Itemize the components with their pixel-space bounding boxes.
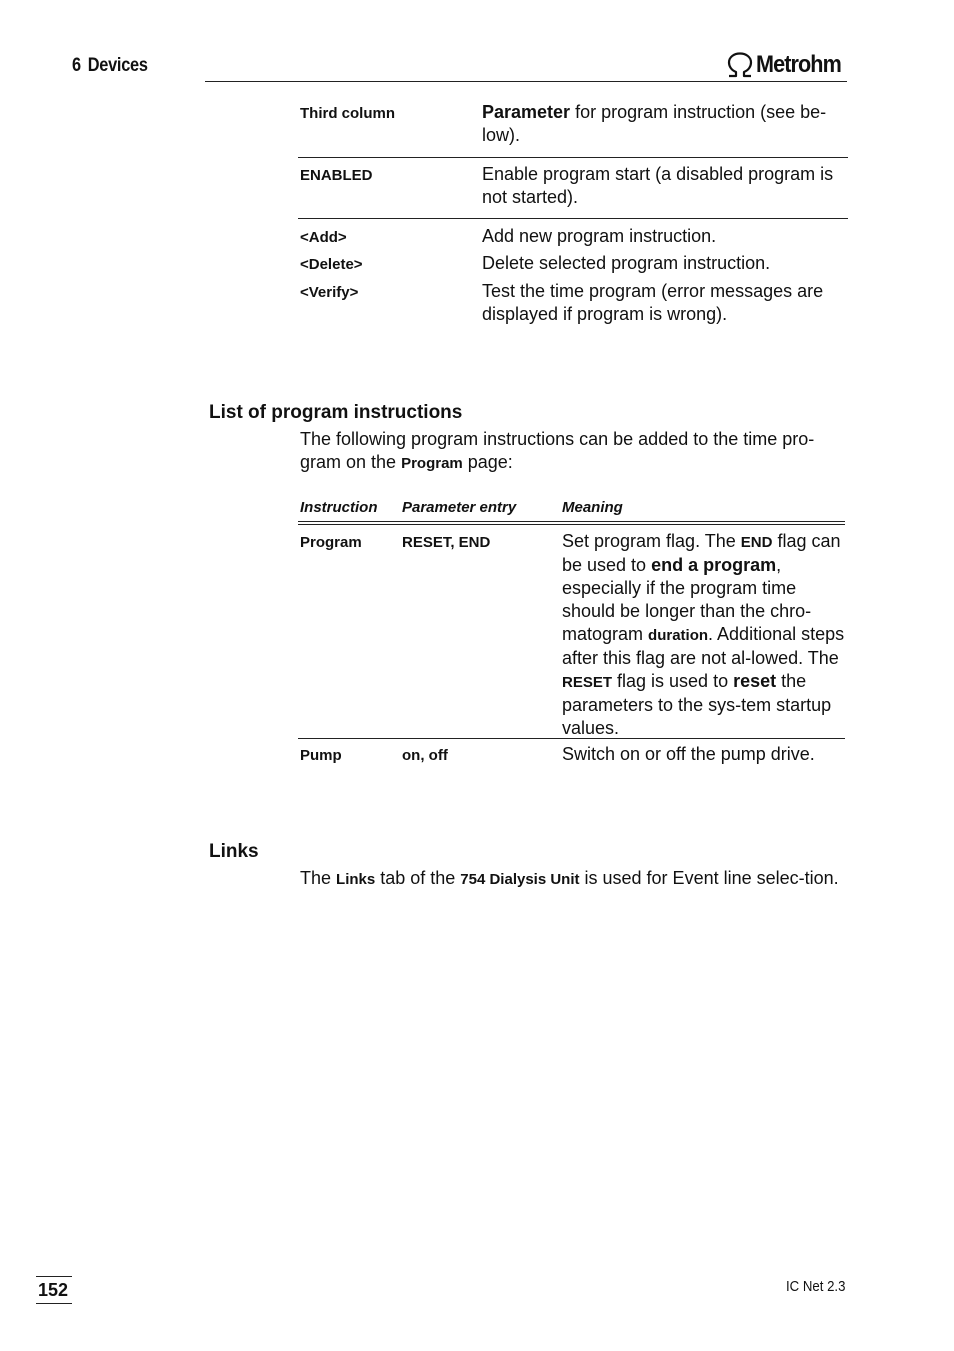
- cell-parameter-program: RESET, END: [402, 534, 491, 551]
- reset-flag: RESET: [562, 674, 613, 691]
- term-enabled: ENABLED: [300, 167, 373, 184]
- emphasis-end-program: end a program: [651, 555, 777, 575]
- term-third-column: Third column: [300, 105, 395, 122]
- term-add: <Add>: [300, 229, 347, 246]
- brand-name: Metrohm: [756, 51, 841, 78]
- term-verify: <Verify>: [300, 284, 359, 301]
- intro-text: The following program instructions can be added to the time pro-gram on the: [300, 429, 815, 472]
- section-heading-instructions: List of program instructions: [209, 402, 463, 423]
- links-paragraph: [300, 867, 845, 891]
- meaning-text: flag can be used to: [562, 531, 841, 575]
- table-header-rule: [298, 521, 845, 525]
- end-flag: END: [740, 534, 773, 551]
- desc-delete: Delete selected program instruction.: [482, 253, 771, 273]
- col-header-meaning: Meaning: [562, 499, 623, 516]
- section-heading-links: Links: [209, 841, 259, 862]
- row-divider: [298, 157, 848, 158]
- desc-rest: for program instruction (see be-low).: [482, 102, 827, 145]
- links-text: is used for Event line selec-tion.: [579, 868, 839, 888]
- emphasis-reset: reset: [733, 671, 777, 691]
- meaning-text: Set program flag. The: [562, 531, 741, 551]
- program-page-ref: Program: [401, 455, 463, 472]
- desc-third-column: [482, 101, 847, 147]
- desc-verify: Test the time program (error messages are displayed if program is wrong).: [482, 281, 824, 324]
- duration-ref: duration: [648, 627, 709, 644]
- cell-meaning-pump: Switch on or off the pump drive.: [562, 744, 815, 764]
- col-header-instruction: Instruction: [300, 499, 378, 516]
- chapter-header: [72, 55, 148, 77]
- header-rule: [205, 81, 847, 82]
- meaning-text: , especially if the program time should be longer than the chro-matogram: [562, 555, 812, 644]
- col-header-parameter: Parameter entry: [402, 499, 517, 516]
- cell-meaning-program: [562, 530, 845, 740]
- product-name: IC Net 2.3: [786, 1278, 846, 1295]
- brand-logo: [725, 50, 850, 80]
- meaning-text: flag is used to: [612, 671, 734, 691]
- omega-logo-icon: [725, 52, 755, 78]
- cell-parameter-pump: on, off: [402, 747, 448, 764]
- desc-strong: Parameter: [482, 102, 571, 122]
- dialysis-unit-ref: 754 Dialysis Unit: [460, 871, 580, 888]
- intro-text-end: page:: [462, 452, 513, 472]
- chapter-title: Devices: [87, 55, 148, 76]
- desc-enabled: Enable program start (a disabled program is not started).: [482, 164, 834, 207]
- chapter-number: 6: [72, 55, 81, 76]
- instructions-intro: [300, 428, 845, 475]
- desc-add: Add new program instruction.: [482, 226, 717, 246]
- meaning-text: . Additional steps after this flag are not al-lowed. The: [562, 624, 845, 668]
- row-divider: [298, 218, 848, 219]
- cell-instruction-program: Program: [300, 534, 362, 551]
- links-text: tab of the: [375, 868, 461, 888]
- links-text: The: [300, 868, 337, 888]
- page-number: 152: [38, 1280, 69, 1300]
- row-divider: [298, 738, 845, 739]
- meaning-text: the parameters to the sys-tem startup values.: [562, 671, 832, 738]
- page-number-rule-bottom: [36, 1303, 72, 1304]
- term-delete: <Delete>: [300, 256, 363, 273]
- cell-instruction-pump: Pump: [300, 747, 342, 764]
- links-tab-ref: Links: [336, 871, 376, 888]
- page-number-rule-top: [36, 1276, 72, 1277]
